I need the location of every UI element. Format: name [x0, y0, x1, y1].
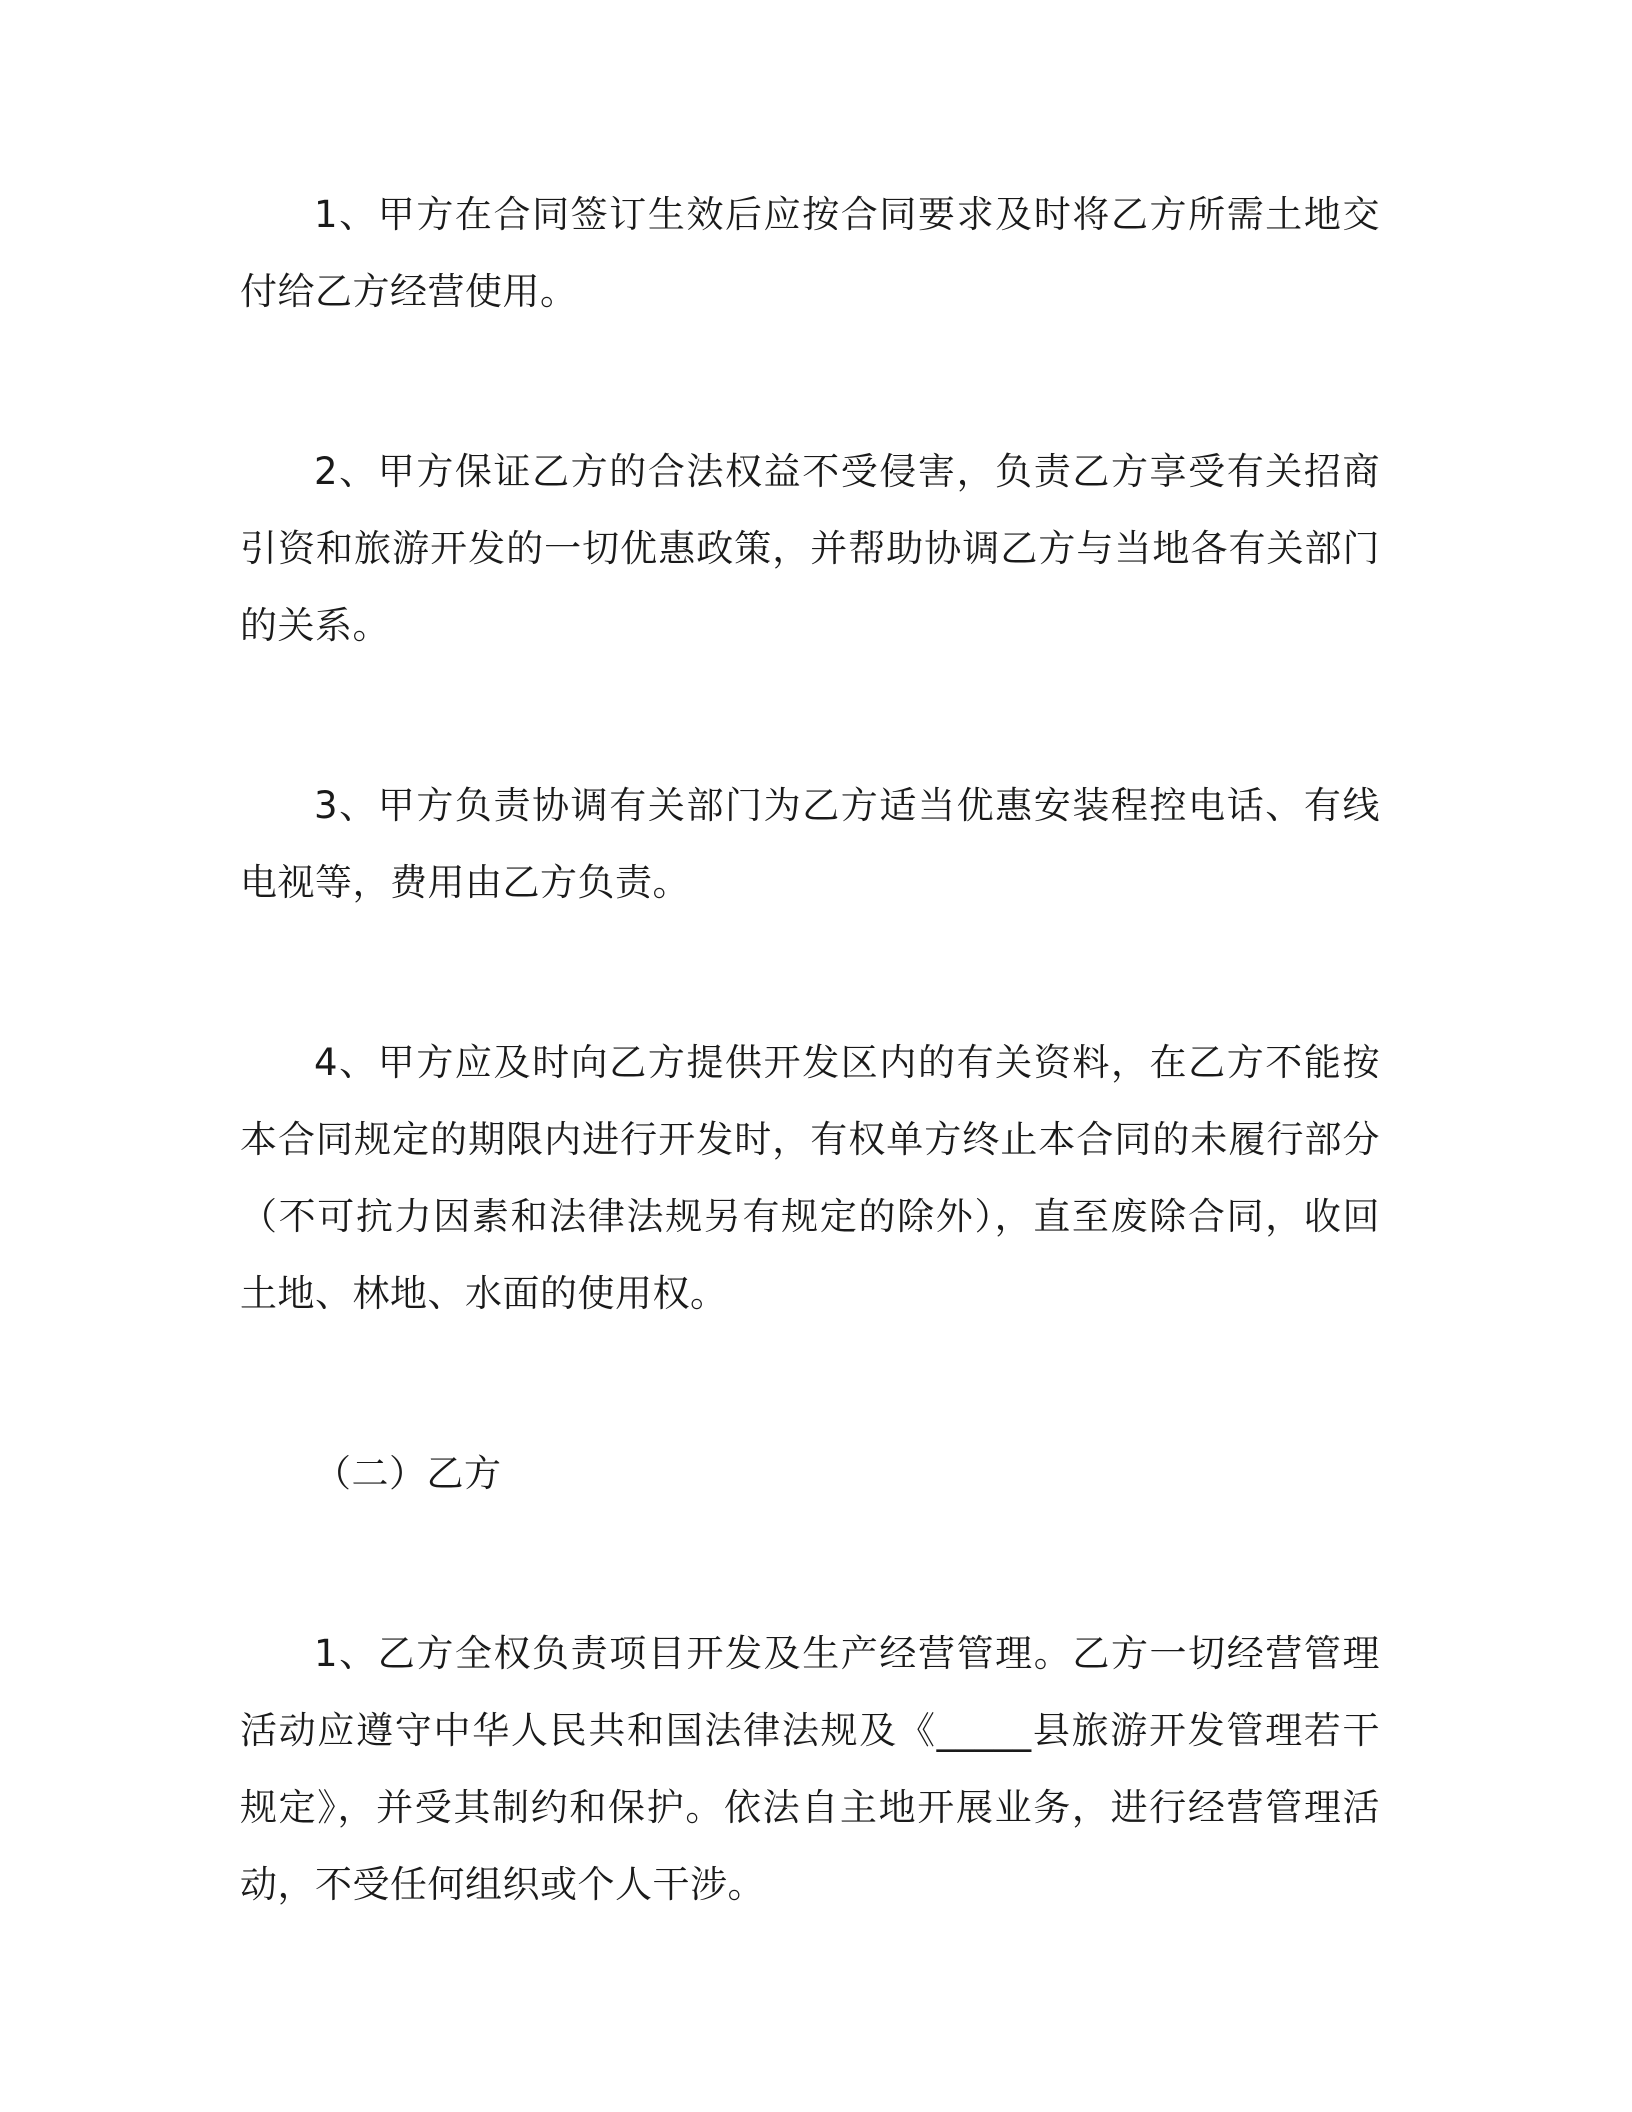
clause-party-a-1: 1、甲方在合同签订生效后应按合同要求及时将乙方所需土地交付给乙方经营使用。 [240, 193, 1380, 313]
section-heading-party-b: （二）乙方 [314, 1452, 502, 1495]
clause-party-b-1: 1、乙方全权负责项目开发及生产经营管理。乙方一切经营管理活动应遵守中华人民共和国法律法规及《_____县旅游开发管理若干规定》，并受其制约和保护。依法自主地开展业务，进行经营管理活动，不受任何组织或个人干涉。 [240, 1632, 1380, 1906]
clause-party-a-4: 4、甲方应及时向乙方提供开发区内的有关资料，在乙方不能按本合同规定的期限内进行开发时，有权单方终止本合同的未履行部分（不可抗力因素和法律法规另有规定的除外），直至废除合同，收回土地、林地、水面的使用权。 [240, 1041, 1380, 1315]
clause-party-a-3: 3、甲方负责协调有关部门为乙方适当优惠安装程控电话、有线电视等，费用由乙方负责。 [240, 784, 1380, 904]
clause-party-a-2: 2、甲方保证乙方的合法权益不受侵害，负责乙方享受有关招商引资和旅游开发的一切优惠政策，并帮助协调乙方与当地各有关部门的关系。 [240, 450, 1380, 647]
document-body [240, 176, 1380, 1923]
